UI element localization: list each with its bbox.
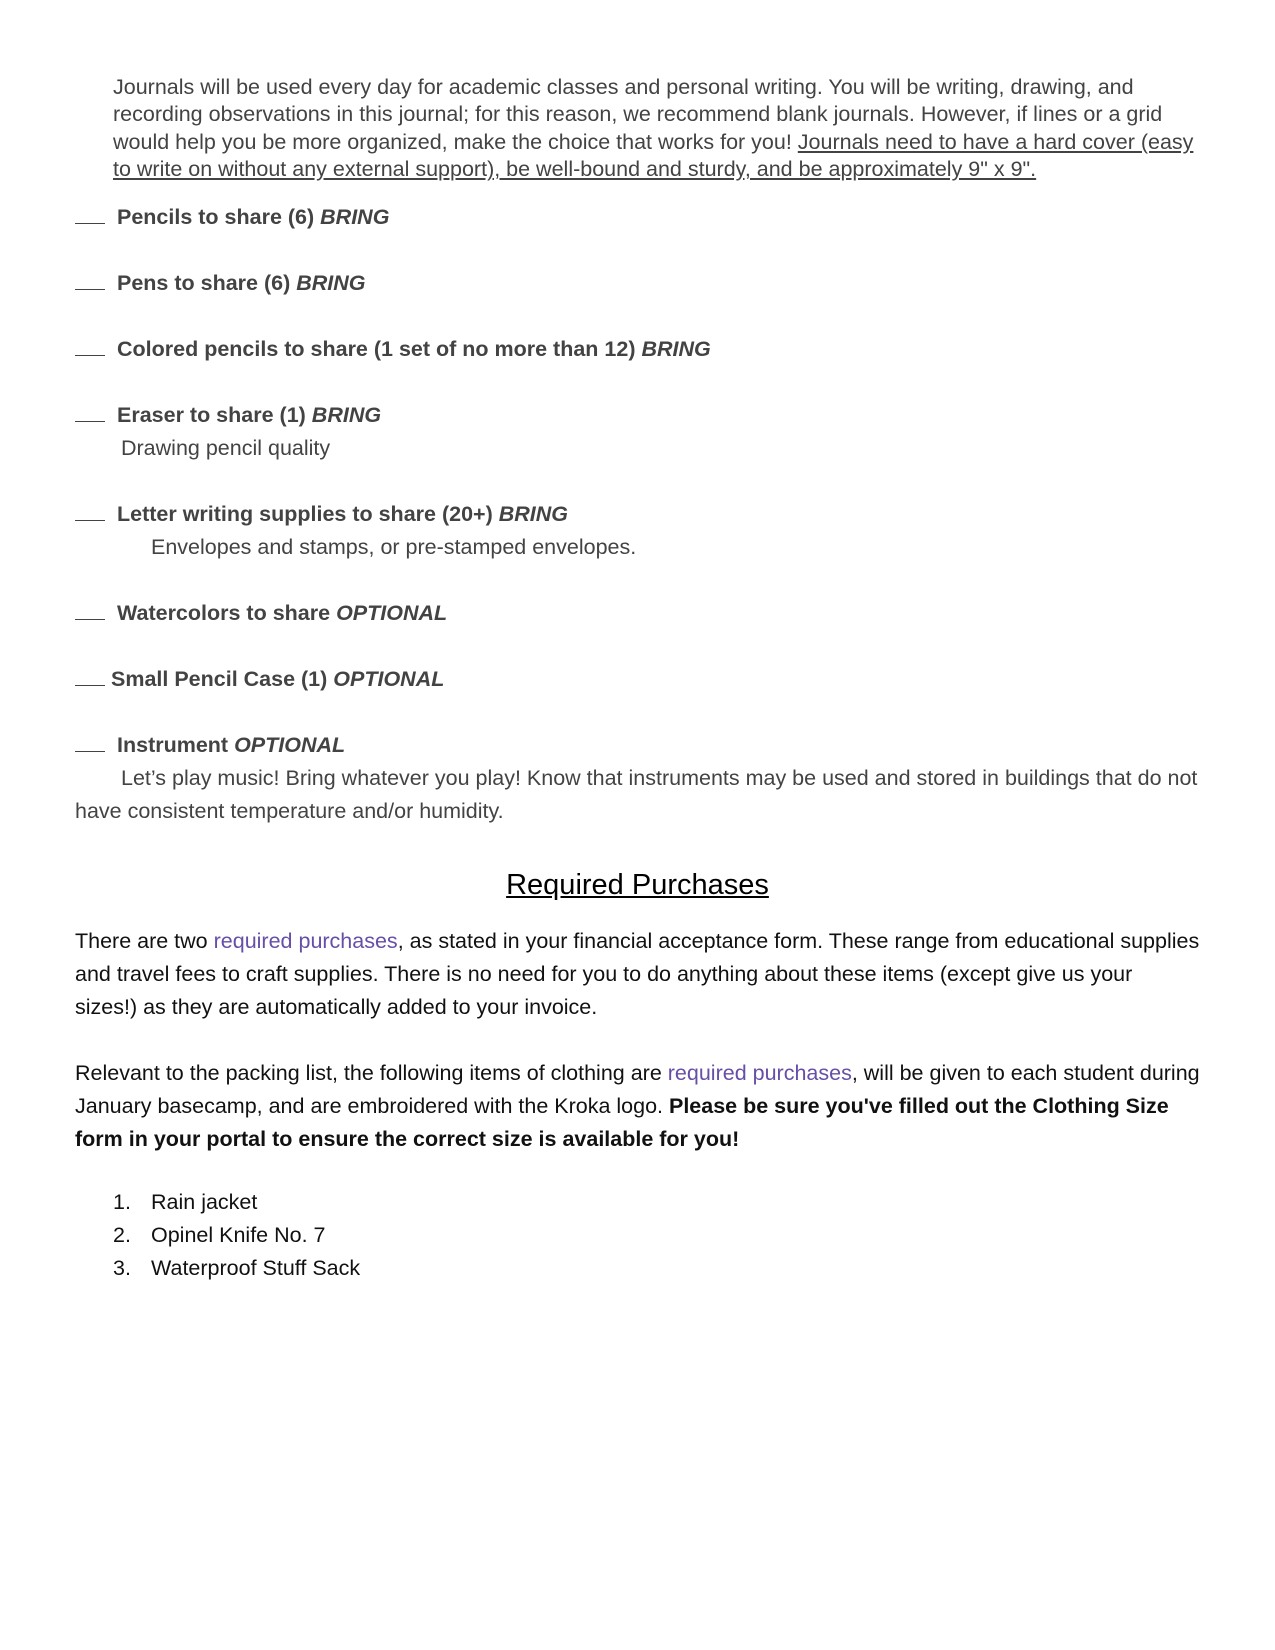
journal-description-text: Journals will be used every day for academic classes and personal writing. You will be writing, drawing, and recording observations in this journal; for this reason, we recommend blank journals. However, if lines or a grid would help you be more organized, make the choice that works for you!: [113, 75, 1163, 154]
checkbox-blank[interactable]: [75, 271, 105, 290]
item-tag: OPTIONAL: [234, 732, 346, 757]
list-item-text: Rain jacket: [151, 1189, 258, 1214]
item-tag: OPTIONAL: [333, 666, 445, 691]
item-label: Instrument: [117, 732, 229, 757]
checklist-item-colored-pencils: [75, 333, 1200, 366]
section-heading-required-purchases: [75, 868, 1200, 902]
para-text: , will be given to each student during January basecamp, and are embroidered with the Kroka logo.: [75, 1060, 1200, 1118]
required-items-list: [75, 1186, 1200, 1285]
checklist-item-instrument: [75, 729, 1200, 828]
item-label: Pens to share (6): [117, 270, 291, 295]
list-item-text: Opinel Knife No. 7: [151, 1222, 326, 1247]
item-note: Envelopes and stamps, or pre-stamped envelopes.: [151, 534, 637, 559]
list-item: [75, 1186, 1200, 1219]
list-number: 2.: [113, 1222, 131, 1247]
checkbox-blank[interactable]: [75, 403, 105, 422]
clothing-size-reminder: Please be sure you've filled out the Clothing Size form in your portal to ensure the correct size is available for you!: [75, 1093, 1169, 1151]
required-purchases-paragraph-1: [75, 925, 1200, 1024]
list-number: 3.: [113, 1255, 131, 1280]
item-label: Eraser to share (1): [117, 402, 306, 427]
checklist-item-pens: [75, 267, 1200, 300]
item-tag: BRING: [311, 402, 382, 427]
checklist-item-watercolors: [75, 597, 1200, 630]
checkbox-blank[interactable]: [75, 667, 105, 686]
item-label: Letter writing supplies to share (20+): [117, 501, 493, 526]
item-tag: BRING: [641, 336, 711, 361]
item-label: Pencils to share (6): [117, 204, 315, 229]
required-purchases-paragraph-2: [75, 1057, 1200, 1156]
required-purchases-link[interactable]: required purchases: [213, 928, 398, 953]
item-note: Let’s play music! Bring whatever you play! Know that instruments may be used and stored in buildings that do not have consistent temperature and/or humidity.: [75, 765, 1198, 823]
list-item-text: Waterproof Stuff Sack: [151, 1255, 361, 1280]
checkbox-blank[interactable]: [75, 502, 105, 521]
item-label: Watercolors to share: [117, 600, 331, 625]
list-number: 1.: [113, 1189, 131, 1214]
list-item: [75, 1219, 1200, 1252]
item-tag: BRING: [320, 204, 390, 229]
required-purchases-link[interactable]: required purchases: [667, 1060, 852, 1085]
para-text: , as stated in your financial acceptance form. These range from educational supplies and travel fees to craft supplies. There is no need for you to do anything about these items (except give us your sizes!) as they are automatically added to your invoice.: [75, 928, 1200, 1019]
document-page: [75, 74, 1200, 1285]
item-tag: OPTIONAL: [336, 600, 448, 625]
item-tag: BRING: [498, 501, 569, 526]
checkbox-blank[interactable]: [75, 601, 105, 620]
checklist-item-pencils: [75, 201, 1200, 234]
item-note: Drawing pencil quality: [121, 435, 331, 460]
item-label: Colored pencils to share (1 set of no more than 12): [117, 336, 636, 361]
checkbox-blank[interactable]: [75, 337, 105, 356]
journal-description: [113, 74, 1200, 184]
para-text: There are two: [75, 928, 214, 953]
item-label: Small Pencil Case (1): [111, 666, 328, 691]
checkbox-blank[interactable]: [75, 205, 105, 224]
section-heading-text: Required Purchases: [506, 868, 769, 901]
para-text: Relevant to the packing list, the following items of clothing are: [75, 1060, 668, 1085]
journal-requirements: Journals need to have a hard cover (easy to write on without any external support), be well-bound and sturdy, and be approximately 9" x 9".: [113, 129, 1194, 182]
list-item: [75, 1252, 1200, 1285]
item-tag: BRING: [296, 270, 366, 295]
checkbox-blank[interactable]: [75, 733, 105, 752]
checklist-item-pencil-case: [75, 663, 1200, 696]
checklist-item-letter-supplies: [75, 498, 1200, 564]
checklist-item-eraser: [75, 399, 1200, 465]
